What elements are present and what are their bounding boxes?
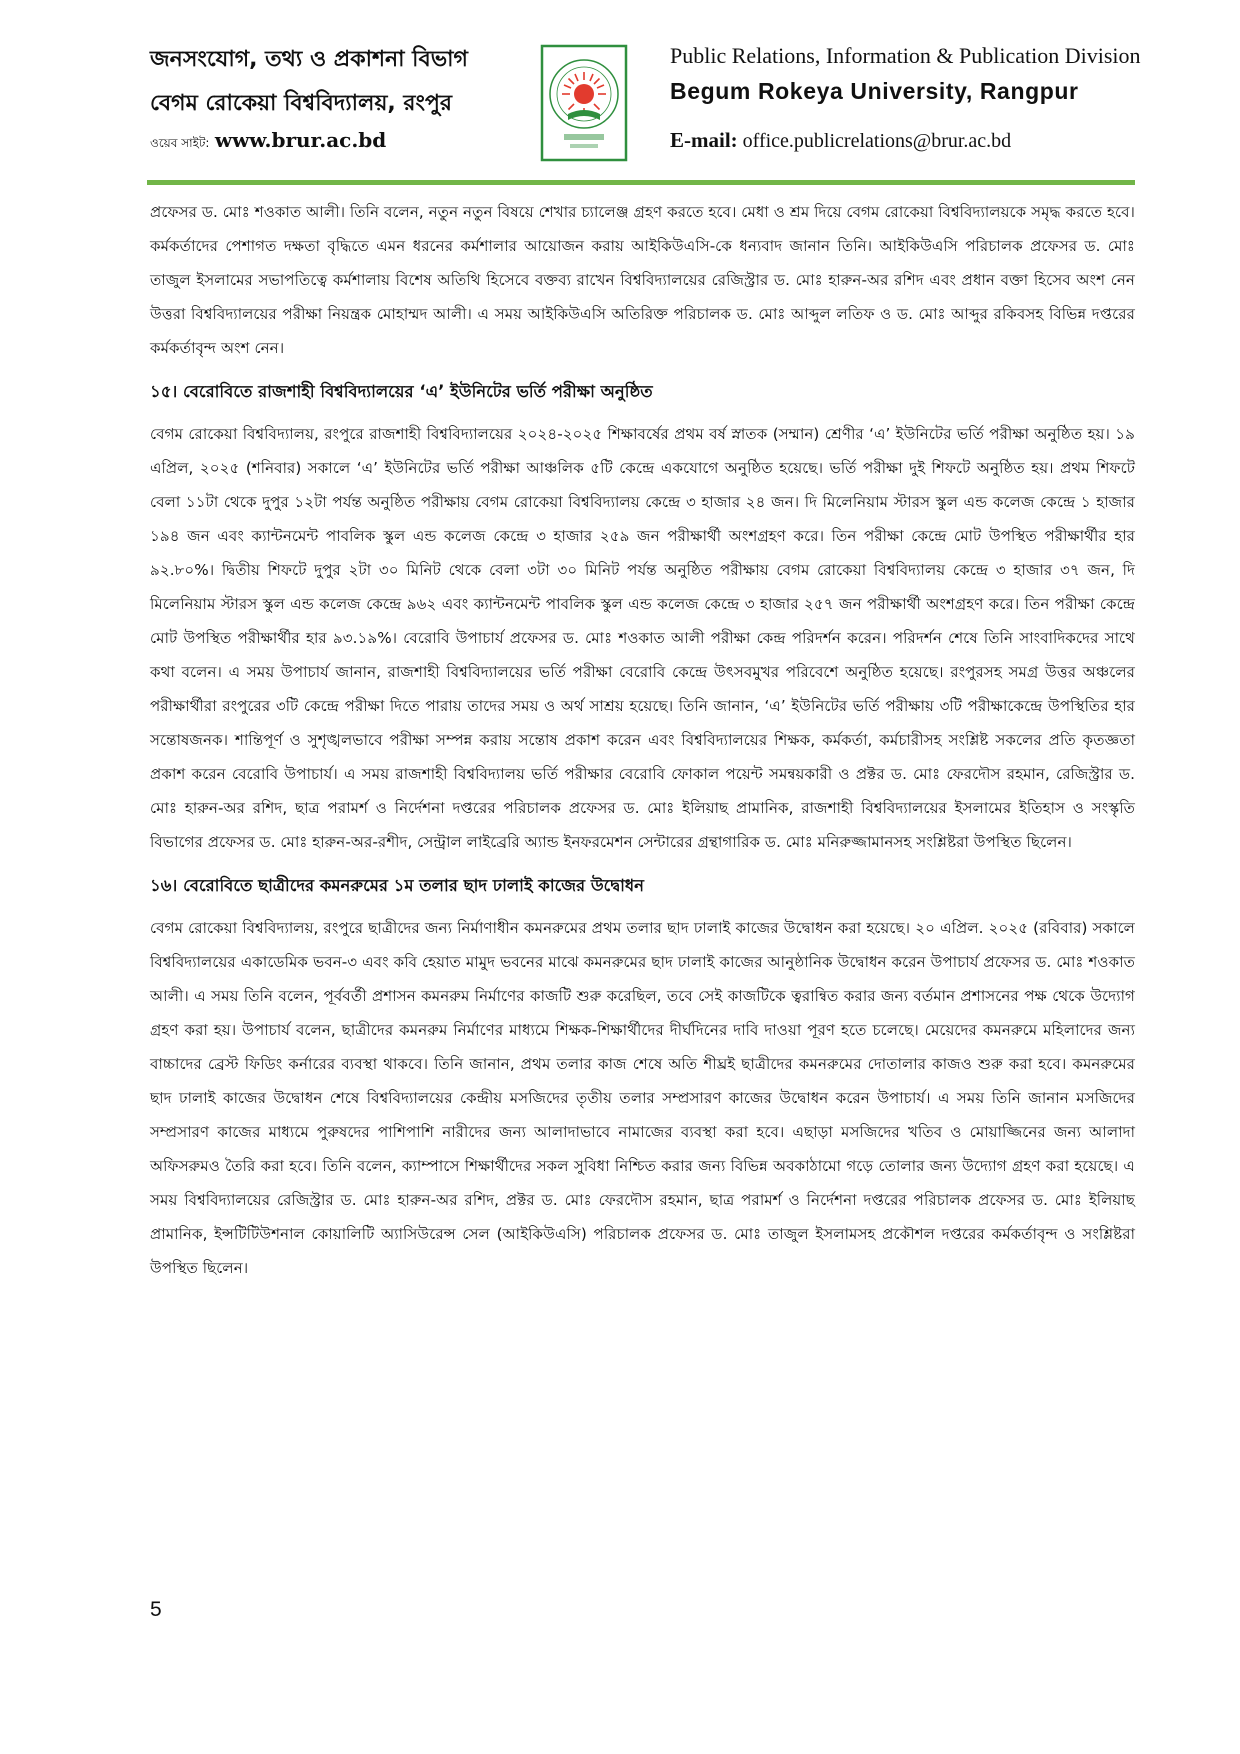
division-name-en: Public Relations, Information & Publication Division xyxy=(670,43,1141,68)
university-name-en: Begum Rokeya University, Rangpur xyxy=(670,78,1079,104)
email-label: E-mail: xyxy=(670,128,738,152)
letterhead-english xyxy=(670,38,1141,153)
header-divider xyxy=(147,180,1135,185)
letterhead xyxy=(150,38,1141,178)
section-15-body: বেগম রোকেয়া বিশ্ববিদ্যালয়, রংপুরে রাজশাহী বিশ্ববিদ্যালয়ের ২০২৪-২০২৫ শিক্ষাবর্ষের প্রথম বর্ষ স্নাতক (সম্মান) শ্রেণীর ‘এ’ ইউনিটের ভর্তি পরীক্ষা অনুষ্ঠিত হয়। ১৯ এপ্রিল, ২০২৫ (শনিবার) সকালে ‘এ’ ইউনিটের ভর্তি পরীক্ষা আঞ্চলিক ৫টি কেন্দ্রে একযোগে অনুষ্ঠিত হয়েছে। ভর্তি পরীক্ষা দুই শিফটে অনুষ্ঠিত হয়। প্রথম শিফটে বেলা ১১টা থেকে দুপুর ১২টা পর্যন্ত অনুষ্ঠিত পরীক্ষায় বেগম রোকেয়া বিশ্ববিদ্যালয় কেন্দ্রে ৩ হাজার ২৪ জন। দি মিলেনিয়াম স্টারস স্কুল এন্ড কলেজ কেন্দ্রে ১ হাজার ১৯৪ জন এবং ক্যান্টনমেন্ট পাবলিক স্কুল এন্ড কলেজ কেন্দ্রে ৩ হাজার ২৫৯ জন পরীক্ষার্থী অংশগ্রহণ করে। তিন পরীক্ষা কেন্দ্রে মোট উপস্থিত পরীক্ষার্থীর হার ৯২.৮০%। দ্বিতীয় শিফটে দুপুর ২টা ৩০ মিনিট থেকে বেলা ৩টা ৩০ মিনিট পর্যন্ত অনুষ্ঠিত পরীক্ষায় বেগম রোকেয়া বিশ্ববিদ্যালয় কেন্দ্রে ৩ হাজার ৩৭ জন, দি মিলেনিয়াম স্টারস স্কুল এন্ড কলেজ কেন্দ্রে ৯৬২ এবং ক্যান্টনমেন্ট পাবলিক স্কুল এন্ড কলেজ কেন্দ্রে ৩ হাজার ২৫৭ জন পরীক্ষার্থী অংশগ্রহণ করে। তিন পরীক্ষা কেন্দ্রে মোট উপস্থিত পরীক্ষার্থীর হার ৯৩.১৯%। বেরোবি উপাচার্য প্রফেসর ড. মোঃ শওকাত আলী পরীক্ষা কেন্দ্র পরিদর্শন করেন। পরিদর্শন শেষে তিনি সাংবাদিকদের সাথে কথা বলেন। এ সময় উপাচার্য জানান, রাজশাহী বিশ্ববিদ্যালয়ের ভর্তি পরীক্ষা বেরোবি কেন্দ্রে উৎসবমুখর পরিবেশে অনুষ্ঠিত হয়েছে। রংপুরসহ সমগ্র উত্তর অঞ্চলের পরীক্ষার্থীরা রংপুরের ৩টি কেন্দ্রে পরীক্ষা দিতে পারায় তাদের সময় ও অর্থ সাশ্রয় হয়েছে। তিনি জানান, ‘এ’ ইউনিটের ভর্তি পরীক্ষায় ৩টি পরীক্ষাকেন্দ্রে উপস্থিতির হার সন্তোষজনক। শান্তিপূর্ণ ও সুশৃঙ্খলভাবে পরীক্ষা সম্পন্ন করায় সন্তোষ প্রকাশ করেন এবং বিশ্ববিদ্যালয়ের শিক্ষক, কর্মকর্তা, কর্মচারীসহ সংশ্লিষ্ট সকলের প্রতি কৃতজ্ঞতা প্রকাশ করেন বেরোবি উপাচার্য। এ সময় রাজশাহী বিশ্ববিদ্যালয় ভর্তি পরীক্ষার বেরোবি ফোকাল পয়েন্ট সমন্বয়কারী ও প্রক্টর ড. মোঃ ফেরদৌস রহমান, রেজিস্ট্রার ড. মোঃ হারুন-অর রশিদ, ছাত্র পরামর্শ ও নির্দেশনা দপ্তরের পরিচালক প্রফেসর ড. মোঃ ইলিয়াছ প্রামানিক, রাজশাহী বিশ্ববিদ্যালয়ের ইসলামের ইতিহাস ও সংস্কৃতি বিভাগের প্রফেসর ড. মোঃ হারুন-অর-রশীদ, সেন্ট্রাল লাইব্রেরি অ্যান্ড ইনফরমেশন সেন্টারের গ্রন্থাগারিক ড. মোঃ মনিরুজ্জামানসহ সংশ্লিষ্টরা উপস্থিত ছিলেন। xyxy=(150,425,1135,851)
section-16-body: বেগম রোকেয়া বিশ্ববিদ্যালয়, রংপুরে ছাত্রীদের জন্য নির্মাণাধীন কমনরুমের প্রথম তলার ছাদ ঢালাই কাজের উদ্বোধন করা হয়েছে। ২০ এপ্রিল. ২০২৫ (রবিবার) সকালে বিশ্ববিদ্যালয়ের একাডেমিক ভবন-৩ এবং কবি হেয়াত মামুদ ভবনের মাঝে কমনরুমের ছাদ ঢালাই কাজের আনুষ্ঠানিক উদ্বোধন করেন উপাচার্য প্রফেসর ড. মোঃ শওকাত আলী। এ সময় তিনি বলেন, পূর্ববর্তী প্রশাসন কমনরুম নির্মাণের কাজটি শুরু করেছিল, তবে সেই কাজটিকে ত্বরান্বিত করার জন্য বর্তমান প্রশাসনের পক্ষ থেকে উদ্যোগ গ্রহণ করা হয়। উপাচার্য বলেন, ছাত্রীদের কমনরুম নির্মাণের মাধ্যমে শিক্ষক-শিক্ষার্থীদের দীর্ঘদিনের দাবি দাওয়া পূরণ হতে চলেছে। মেয়েদের কমনরুমে মহিলাদের জন্য বাচ্চাদের ব্রেস্ট ফিডিং কর্নারের ব্যবস্থা থাকবে। তিনি জানান, প্রথম তলার কাজ শেষে অতি শীঘ্রই ছাত্রীদের কমনরুমের দোতালার কাজও শুরু করা হবে। কমনরুমের ছাদ ঢালাই কাজের উদ্বোধন শেষে বিশ্ববিদ্যালয়ের কেন্দ্রীয় মসজিদের তৃতীয় তলার সম্প্রসারণ কাজের উদ্বোধন করেন উপাচার্য। এ সময় তিনি জানান মসজিদের সম্প্রসারণ কাজের মাধ্যমে পুরুষদের পাশিপাশি নারীদের জন্য আলাদাভাবে নামাজের ব্যবস্থা করা হবে। এছাড়া মসজিদের খতিব ও মোয়াজ্জিনের জন্য আলাদা অফিসরুমও তৈরি করা হবে। তিনি বলেন, ক্যাম্পাসে শিক্ষার্থীদের সকল সুবিধা নিশ্চিত করার জন্য বিভিন্ন অবকাঠামো গড়ে তোলার জন্য উদ্যোগ গ্রহণ করা হয়েছে। এ সময় বিশ্ববিদ্যালয়ের রেজিস্ট্রার ড. মোঃ হারুন-অর রশিদ, প্রক্টর ড. মোঃ ফেরদৌস রহমান, ছাত্র পরামর্শ ও নির্দেশনা দপ্তরের পরিচালক প্রফেসর ড. মোঃ ইলিয়াছ প্রামানিক, ইন্সটিটিউশনাল কোয়ালিটি অ্যাসিউরেন্স সেল (আইকিউএসি) পরিচালক প্রফেসর ড. মোঃ তাজুল ইসলামসহ প্রকৌশল দপ্তরের কর্মকর্তাবৃন্দ ও সংশ্লিষ্টরা উপস্থিত ছিলেন। xyxy=(150,919,1135,1277)
letterhead-bengali xyxy=(150,38,550,155)
university-name-bn: বেগম রোকেয়া বিশ্ববিদ্যালয়, রংপুর xyxy=(150,91,453,116)
website-line xyxy=(150,128,550,155)
website-label: ওয়েব সাইট: xyxy=(150,136,210,150)
division-name-bn: জনসংযোগ, তথ্য ও প্রকাশনা বিভাগ xyxy=(150,47,468,72)
section-15-heading: ১৫। বেরোবিতে রাজশাহী বিশ্ববিদ্যালয়ের ‘এ’ ইউনিটের ভর্তি পরীক্ষা অনুষ্ঠিত xyxy=(150,382,653,401)
document-body xyxy=(150,195,1135,1285)
section-16-heading: ১৬। বেরোবিতে ছাত্রীদের কমনরুমের ১ম তলার ছাদ ঢালাই কাজের উদ্বোধন xyxy=(150,876,645,895)
website-url[interactable]: www.brur.ac.bd xyxy=(214,128,387,152)
intro-paragraph: প্রফেসর ড. মোঃ শওকাত আলী। তিনি বলেন, নতুন নতুন বিষয়ে শেখার চ্যালেঞ্জ গ্রহণ করতে হবে। মেধা ও শ্রম দিয়ে বেগম রোকেয়া বিশ্ববিদ্যালয়কে সমৃদ্ধ করতে হবে। কর্মকর্তাদের পেশাগত দক্ষতা বৃদ্ধিতে এমন ধরনের কর্মশালার আয়োজন করায় আইকিউএসি-কে ধন্যবাদ জানান তিনি। আইকিউএসি পরিচালক প্রফেসর ড. মোঃ তাজুল ইসলামের সভাপতিত্বে কর্মশালায় বিশেষ অতিথি হিসেবে বক্তব্য রাখেন বিশ্ববিদ্যালয়ের রেজিস্ট্রার ড. মোঃ হারুন-অর রশিদ এবং প্রধান বক্তা হিসেব অংশ নেন উত্তরা বিশ্ববিদ্যালয়ের পরীক্ষা নিয়ন্ত্রক মোহাম্মদ আলী। এ সময় আইকিউএসি অতিরিক্ত পরিচালক ড. মোঃ আব্দুল লতিফ ও ড. মোঃ আব্দুর রকিবসহ বিভিন্ন দপ্তরের কর্মকর্তাবৃন্দ অংশ নেন। xyxy=(150,203,1136,357)
email-line xyxy=(670,128,1135,153)
page-number: 5 xyxy=(150,1598,162,1621)
email-address[interactable]: office.publicrelations@brur.ac.bd xyxy=(742,130,1012,152)
university-seal-icon xyxy=(540,44,628,162)
